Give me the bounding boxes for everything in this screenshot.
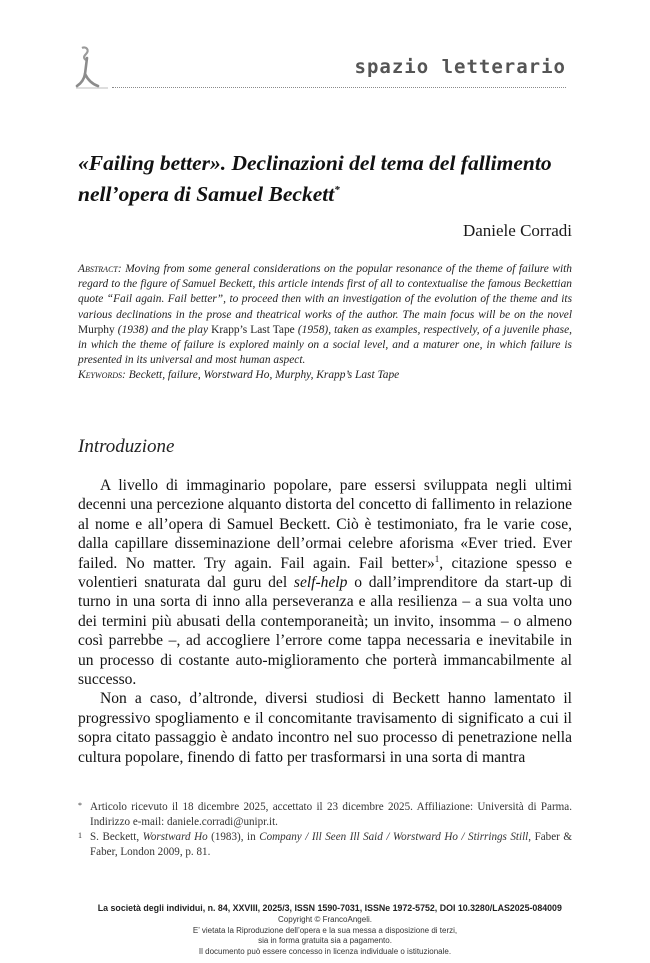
footnotes [78,800,572,860]
article-title: «Failing better». Declinazioni del tema del fallimento nell’opera di Samuel Beckett* [78,151,552,207]
section-heading: Introduzione [78,436,175,457]
ink-figure-icon [74,44,110,90]
author-name: Daniele Corradi [462,221,572,240]
page-header [74,42,574,92]
abstract-text: Abstract: Moving from some general considerations on the popular resonance of the theme of failure with regard to the figure of Samuel Beckett, this article intends first of all to contextualise the famous Beckettian quote “Fail again. Fail better”, to proceed then with an investigation of the evolution of the theme and its various declinations in the prose and theatrical works of the author. The main focus will be on the novel Murphy (1938) and the play Krapp’s Last Tape (1958), taken as examples, respectively, of a juvenile phase, in which the theme of failure is explored mainly on a social level, and a maturer one, in which failure is presented in its universal and most human aspect. [78,263,572,367]
footnote: 1 S. Beckett, Worstward Ho (1983), in Company / Ill Seen Ill Said / Worstward Ho / Stirrings Still, Faber & Faber, London 2009, p. 81. [78,831,572,858]
keywords: Keywords: Beckett, failure, Worstward Ho, Murphy, Krapp’s Last Tape [78,369,400,382]
journal-citation: La società degli individui, n. 84, XXVIII, 2025/3, ISSN 1590-7031, ISSNe 1972-5752, DOI 10.3280/LAS2025-084009 [97,903,562,914]
abstract [78,262,572,384]
keywords-label: Keywords: [78,369,126,382]
abstract-label: Abstract: [78,263,122,275]
copyright-notice: Copyright © FrancoAngeli. E’ vietata la Riproduzione dell’opera e la sua messa a disposizione di terzi, sia in forma gratuita sia a pagamento. Il documento può essere concesso in licenza individuale o istituzionale. [192,915,458,956]
header-divider [112,87,566,88]
footnote: * Articolo ricevuto il 18 dicembre 2025, accettato il 23 dicembre 2025. Affiliazione: Università di Parma. Indirizzo e-mail: daniele.corradi@unipr.it. [78,801,572,828]
section-label: spazio letterario [349,56,566,78]
body-text [78,476,572,767]
paragraph: Non a caso, d’altronde, diversi studiosi di Beckett hanno lamentato il progressivo spogliamento e il concomitante travisamento di significato a cui il sopra citato passaggio è andato incontro nel suo processo di penetrazione nella cultura popolare, finendo di fatto per trasformarsi in una sorta di mantra [78,690,572,766]
paragraph: A livello di immaginario popolare, pare essersi sviluppata negli ultimi decenni una percezione alquanto distorta del concetto di fallimento in relazione al nome e all’opera di Samuel Beckett. Ciò è testimoniato, fra le varie cose, dalla capillare disseminazione dell’ormai celebre aforisma «Ever tried. Ever failed. No matter. Try again. Fail again. Fail better»$^1$, citazione spesso e volentieri snaturata dal guru del self-help o dall’imprenditore da start-up di turno in una sorta di inno alla perseveranza e alla resilienza – a sua volta uno dei termini più abusati della contemporaneità; un invito, insomma – o almeno così parrebbe –, ad accogliere l’errore come tappa necessaria e inevitabile in un processo di costante auto-miglioramento che porterà immancabilmente al successo. [78,477,572,689]
footnote-ref[interactable]: 1 [434,553,440,564]
